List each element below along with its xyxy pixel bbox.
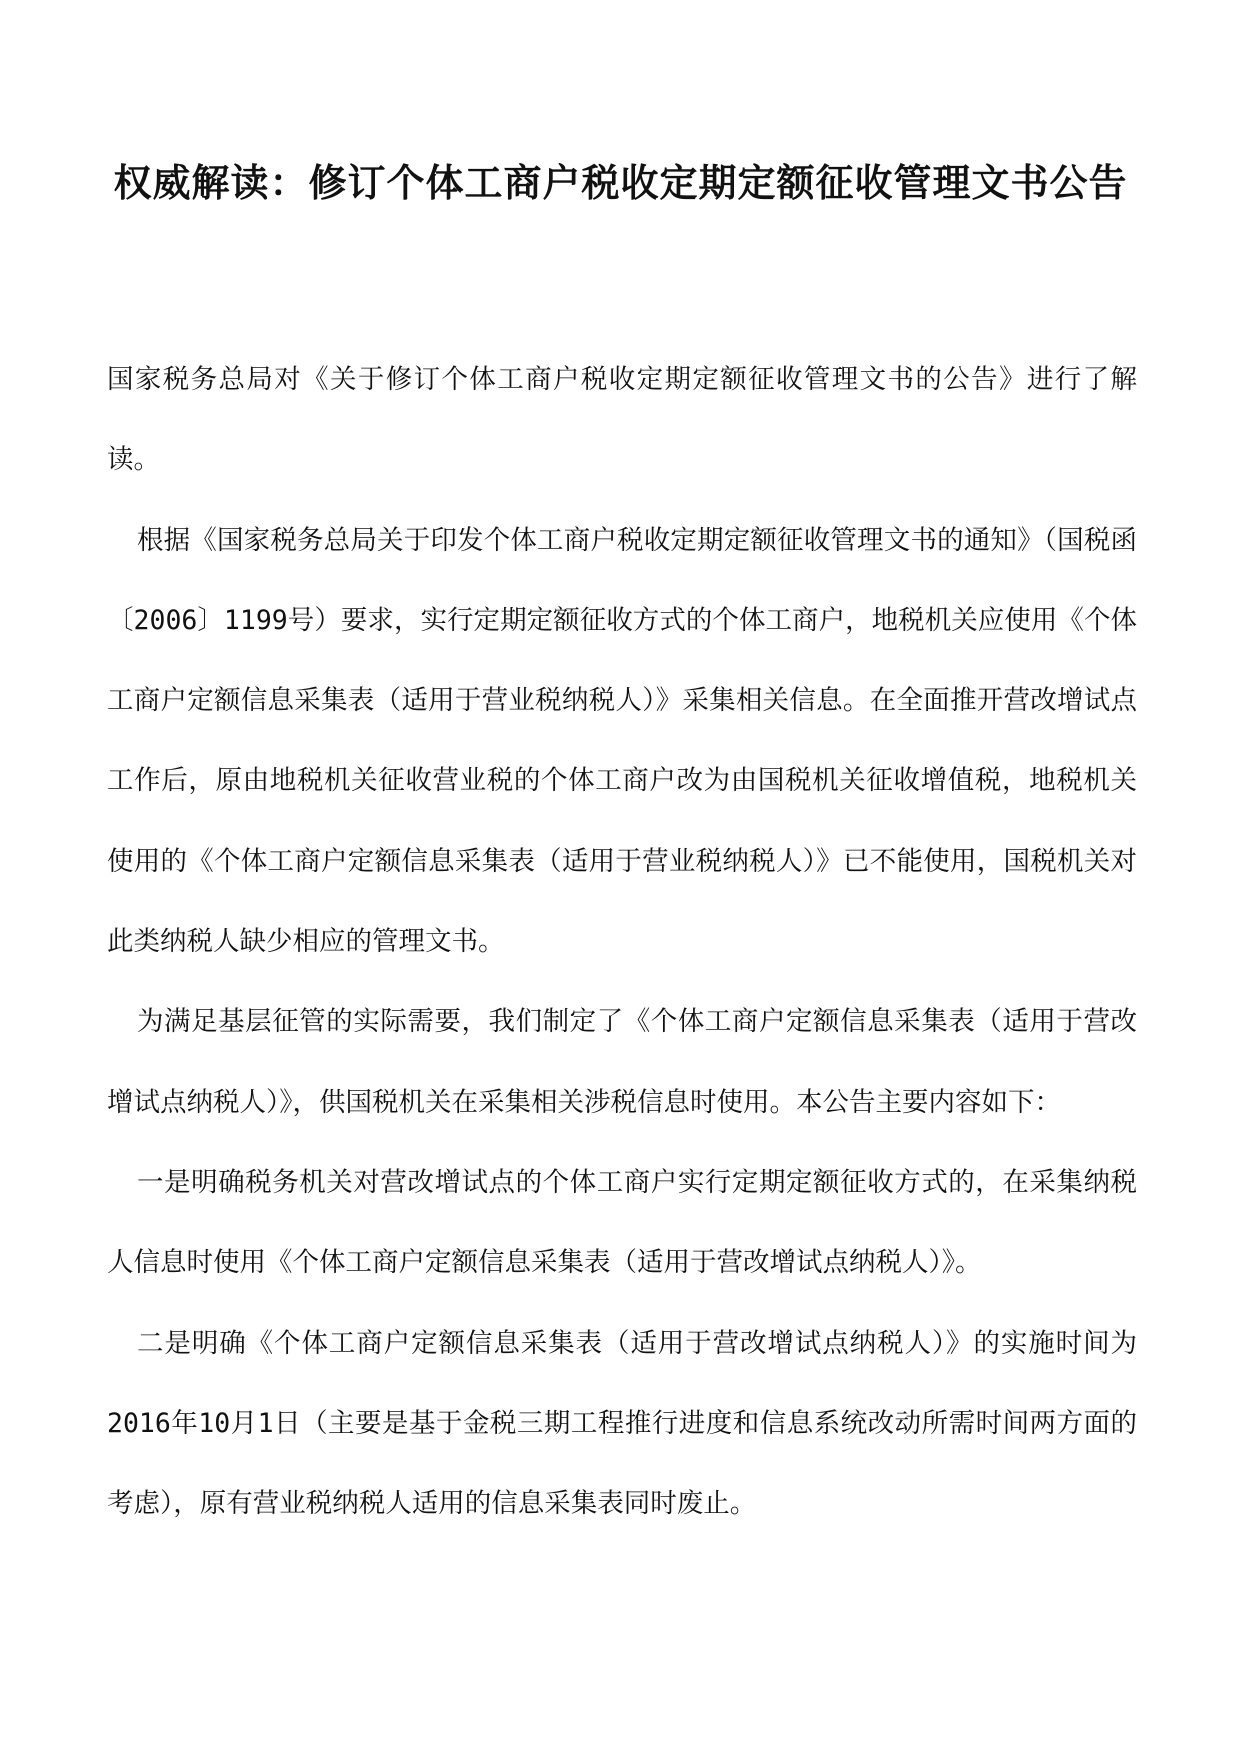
paragraph-point-two: 二是明确《个体工商户定额信息采集表（适用于营改增试点纳税人）》的实施时间为2016年10月1日（主要是基于金税三期工程推行进度和信息系统改动所需时间两方面的考虑），原有营业税纳税人适用的信息采集表同时废止。 [107,1327,1137,1520]
paragraph-purpose: 为满足基层征管的实际需要，我们制定了《个体工商户定额信息采集表（适用于营改增试点纳税人）》，供国税机关在采集相关涉税信息时使用。本公告主要内容如下： [107,1006,1137,1118]
paragraph-intro: 国家税务总局对《关于修订个体工商户税收定期定额征收管理文书的公告》进行了解读。 [107,364,1137,476]
paragraph-background: 根据《国家税务总局关于印发个体工商户税收定期定额征收管理文书的通知》（国税函〔2006〕1199号）要求，实行定期定额征收方式的个体工商户，地税机关应使用《个体工商户定额信息采集表（适用于营业税纳税人）》采集相关信息。在全面推开营改增试点工作后，原由地税机关征收营业税的个体工商户改为由国税机关征收增值税，地税机关使用的《个体工商户定额信息采集表（适用于营业税纳税人）》已不能使用，国税机关对此类纳税人缺少相应的管理文书。 [107,524,1137,958]
document-body [107,340,1137,1544]
paragraph-point-one: 一是明确税务机关对营改增试点的个体工商户实行定期定额征收方式的，在采集纳税人信息时使用《个体工商户定额信息采集表（适用于营改增试点纳税人）》。 [107,1166,1137,1279]
document-title: 权威解读：修订个体工商户税收定期定额征收管理文书公告 [113,160,1128,205]
